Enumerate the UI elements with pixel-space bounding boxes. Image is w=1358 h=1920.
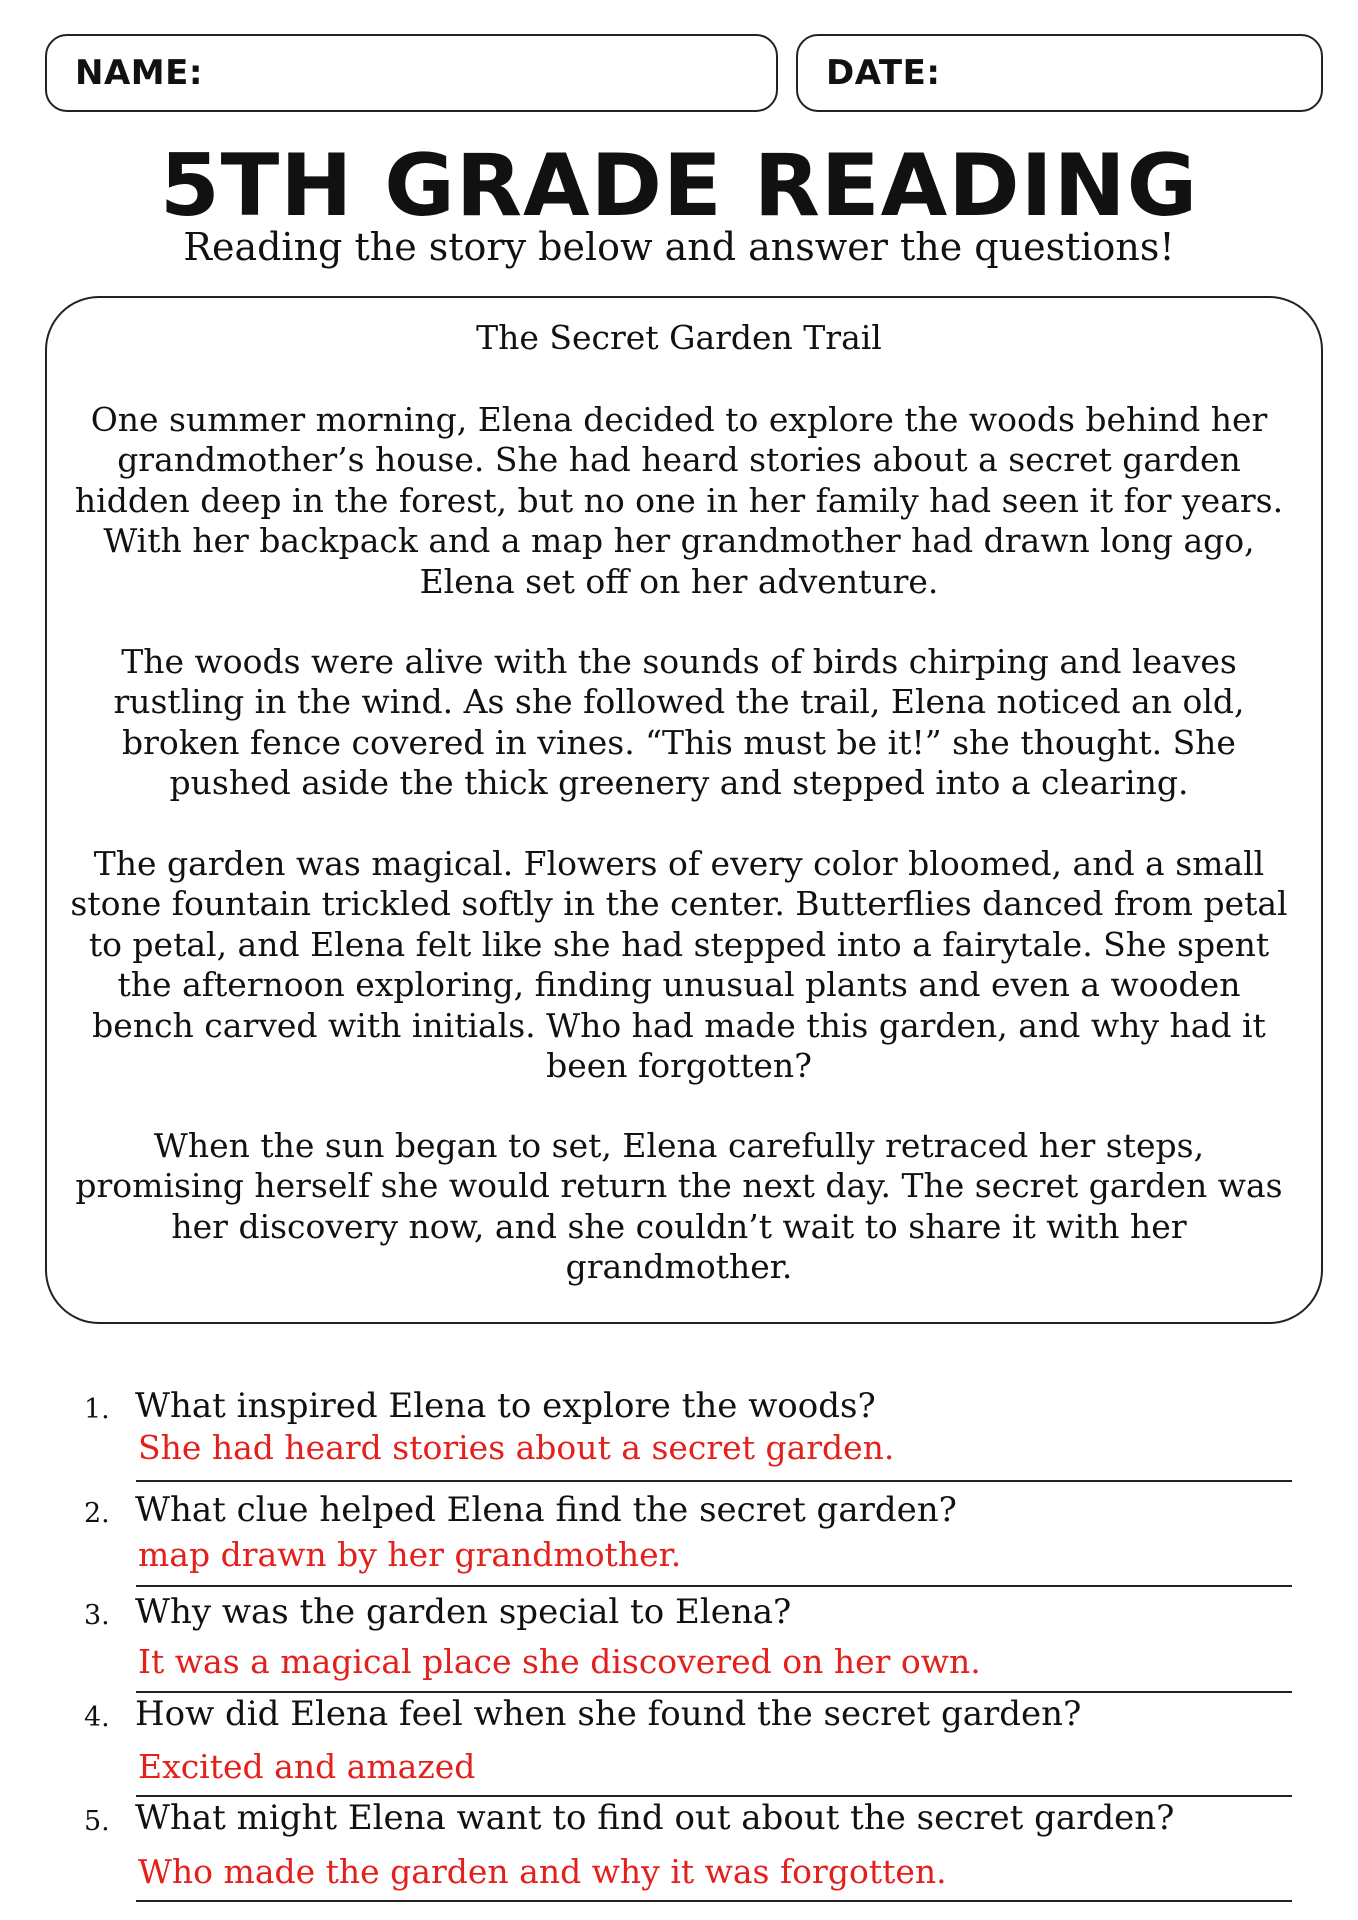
name-field[interactable] <box>45 34 778 112</box>
question-item <box>0 1590 1358 1694</box>
page-title: 5TH GRADE READING <box>159 136 1199 236</box>
answer-text[interactable]: Who made the garden and why it was forgotten. <box>138 1852 947 1891</box>
answer-text[interactable]: map drawn by her grandmother. <box>138 1535 682 1574</box>
question-item <box>0 1692 1358 1796</box>
answer-text[interactable]: She had heard stories about a secret garden. <box>138 1428 895 1467</box>
question-number: 1. <box>84 1394 110 1425</box>
story-paragraph: The woods were alive with the sounds of birds chirping and leaves rustling in the wind. As she followed the trail, Elena noticed an old, broken fence covered in vines. “This must be it!” she thought. She pushed aside the thick greenery and stepped into a clearing. <box>113 642 1245 803</box>
story-title: The Secret Garden Trail <box>476 318 882 357</box>
date-label: DATE: <box>826 53 941 93</box>
question-item <box>0 1796 1358 1900</box>
question-item <box>0 1384 1358 1488</box>
question-number: 5. <box>84 1806 110 1837</box>
answer-text[interactable]: Excited and amazed <box>138 1747 476 1786</box>
question-text: What might Elena want to find out about the secret garden? <box>135 1798 1175 1838</box>
question-number: 4. <box>84 1702 110 1733</box>
question-item <box>0 1488 1358 1592</box>
answer-line <box>136 1480 1292 1482</box>
name-label: NAME: <box>75 53 203 93</box>
question-text: Why was the garden special to Elena? <box>135 1592 792 1632</box>
question-text: What inspired Elena to explore the woods? <box>135 1386 876 1426</box>
page-subtitle: Reading the story below and answer the questions! <box>183 225 1175 269</box>
story-paragraph: The garden was magical. Flowers of every color bloomed, and a small stone fountain trickled softly in the center. Butterflies danced from petal to petal, and Elena felt like she had stepped into a fairytale. She spent the afternoon exploring, finding unusual plants and even a wooden bench carved with initials. Who had made this garden, and why had it been forgotten? <box>70 844 1288 1086</box>
date-field[interactable] <box>796 34 1323 112</box>
question-number: 2. <box>84 1498 110 1529</box>
story-paragraph: When the sun began to set, Elena carefully retraced her steps, promising herself she would return the next day. The secret garden was her discovery now, and she couldn’t wait to share it with her grandmother. <box>75 1126 1283 1287</box>
question-number: 3. <box>84 1600 110 1631</box>
question-text: How did Elena feel when she found the secret garden? <box>135 1694 1082 1734</box>
answer-line <box>136 1585 1292 1587</box>
question-text: What clue helped Elena find the secret garden? <box>135 1490 957 1530</box>
answer-text[interactable]: It was a magical place she discovered on her own. <box>138 1642 981 1681</box>
story-paragraph: One summer morning, Elena decided to explore the woods behind her grandmother’s house. She had heard stories about a secret garden hidden deep in the forest, but no one in her family had seen it for years. With her backpack and a map her grandmother had drawn long ago, Elena set off on her adventure. <box>74 400 1284 601</box>
answer-line <box>136 1900 1292 1902</box>
